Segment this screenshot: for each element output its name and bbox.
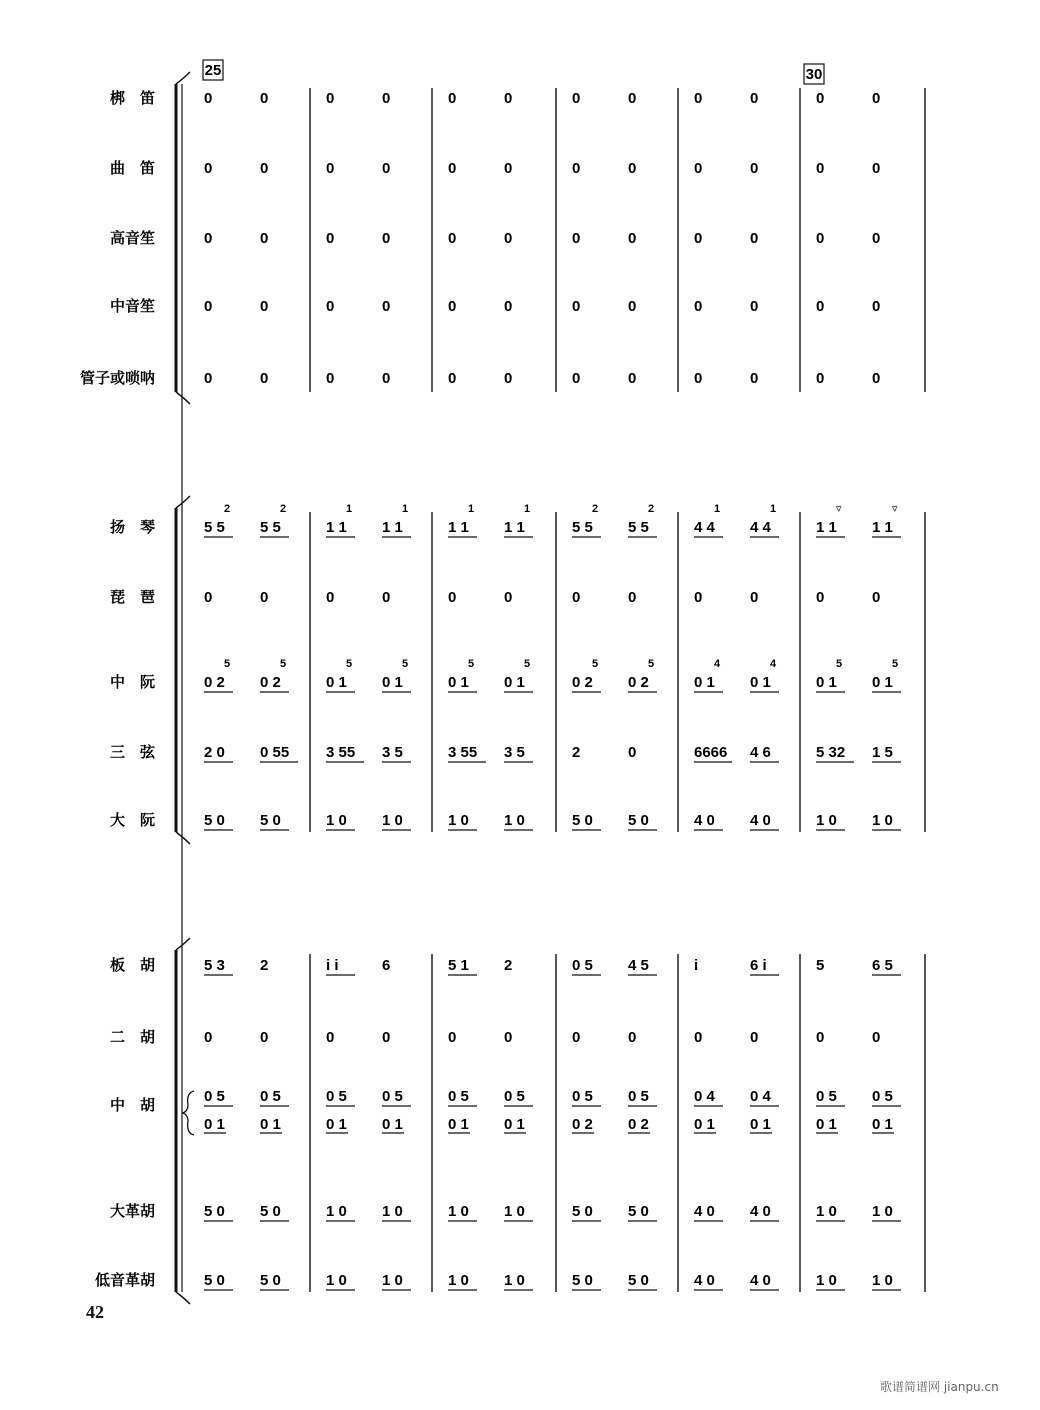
note: 0	[204, 589, 213, 606]
note: 0	[382, 90, 391, 107]
note: 1 0	[504, 1272, 525, 1289]
note: 0	[326, 298, 335, 315]
note: 0 1	[694, 674, 715, 691]
upper-note: 1	[468, 503, 475, 515]
note: 3 5	[504, 744, 525, 761]
note: 0	[204, 298, 213, 315]
note: 0	[260, 230, 269, 247]
note: 0 1	[816, 674, 837, 691]
note: 0	[504, 1029, 513, 1046]
note: 0	[260, 370, 269, 387]
note: 0	[628, 1029, 637, 1046]
upper-note: ▿	[892, 503, 898, 515]
note: 0	[872, 160, 881, 177]
note: i	[694, 957, 699, 974]
note: 5 0	[628, 812, 649, 829]
note: 4 4	[694, 519, 715, 536]
note: 0	[816, 1029, 825, 1046]
note: 5 0	[260, 812, 281, 829]
note: 5 32	[816, 744, 846, 761]
note: 0	[872, 230, 881, 247]
bracket-hook-top	[176, 496, 190, 508]
note: 0	[872, 90, 881, 107]
note: 1 0	[816, 1203, 837, 1220]
instrument-name: 扬 琴	[109, 518, 155, 536]
note: 4 0	[750, 812, 771, 829]
upper-note: 5	[524, 658, 531, 670]
note: 3 55	[448, 744, 478, 761]
note: 0	[382, 589, 391, 606]
note: 0	[204, 230, 213, 247]
note: 5 1	[448, 957, 469, 974]
note: 0	[572, 298, 581, 315]
instrument-name: 低音革胡	[94, 1271, 155, 1289]
note: 0	[260, 160, 269, 177]
note: 4 0	[694, 1203, 715, 1220]
note: 0 55	[260, 744, 290, 761]
lower-note: 0 1	[504, 1116, 525, 1133]
note: 0	[204, 370, 213, 387]
rehearsal-mark-30: 30	[805, 66, 823, 83]
note: 0	[260, 589, 269, 606]
note: 0 2	[204, 674, 225, 691]
upper-note: 2	[224, 503, 231, 515]
note: 1 0	[816, 812, 837, 829]
note: 0 1	[504, 674, 525, 691]
note: 0 5	[872, 1088, 893, 1105]
note: 0 5	[504, 1088, 525, 1105]
upper-note: 1	[524, 503, 531, 515]
note: 0	[504, 90, 513, 107]
note: 0	[504, 230, 513, 247]
note: 0	[750, 589, 759, 606]
note: 1 0	[326, 1272, 347, 1289]
note: 2	[260, 957, 269, 974]
note: 4 0	[750, 1203, 771, 1220]
instrument-name: 中 胡	[109, 1096, 155, 1114]
note: 0 5	[448, 1088, 469, 1105]
note: 3 5	[382, 744, 403, 761]
lower-note: 0 1	[326, 1116, 347, 1133]
note: 1 0	[872, 812, 893, 829]
note: 0 5	[326, 1088, 347, 1105]
note: 0	[448, 160, 457, 177]
note: 0	[448, 90, 457, 107]
upper-note: 1	[770, 503, 777, 515]
note: 1 0	[872, 1203, 893, 1220]
lower-note: 0 2	[572, 1116, 593, 1133]
note: 0 1	[382, 674, 403, 691]
note: 1 1	[816, 519, 837, 536]
note: 0	[750, 230, 759, 247]
note: 5 0	[572, 1272, 593, 1289]
note: 0	[326, 160, 335, 177]
note: 0 5	[572, 1088, 593, 1105]
note: 5 0	[260, 1272, 281, 1289]
note: 0	[816, 160, 825, 177]
lower-note: 0 1	[382, 1116, 403, 1133]
note: 0	[872, 1029, 881, 1046]
instrument-name: 二 胡	[109, 1028, 155, 1046]
note: 1 0	[326, 1203, 347, 1220]
upper-note: 2	[648, 503, 655, 515]
note: 2	[504, 957, 513, 974]
upper-note: ▿	[836, 503, 842, 515]
note: 0	[326, 230, 335, 247]
note: 0	[816, 298, 825, 315]
note: 2	[572, 744, 581, 761]
note: 0	[750, 298, 759, 315]
upper-note: 5	[836, 658, 843, 670]
note: 0	[694, 1029, 703, 1046]
note: 0	[326, 1029, 335, 1046]
note: 0	[750, 160, 759, 177]
note: 0 2	[628, 674, 649, 691]
note: 5 0	[204, 1272, 225, 1289]
instrument-name: 三 弦	[109, 743, 155, 761]
note: 0 4	[750, 1088, 771, 1105]
note: 1 0	[504, 1203, 525, 1220]
bracket-hook-top	[176, 72, 190, 84]
note: 6666	[694, 744, 728, 761]
note: 0	[872, 370, 881, 387]
note: 1 5	[872, 744, 893, 761]
upper-note: 5	[280, 658, 287, 670]
note: 5 5	[628, 519, 649, 536]
note: 0	[816, 370, 825, 387]
bracket-hook-bottom	[176, 1292, 190, 1304]
note: 0	[448, 370, 457, 387]
upper-note: 5	[346, 658, 353, 670]
note: 0 1	[326, 674, 347, 691]
note: 0	[572, 230, 581, 247]
note: 5 5	[572, 519, 593, 536]
note: 0	[326, 90, 335, 107]
note: 0	[872, 298, 881, 315]
lower-note: 0 1	[448, 1116, 469, 1133]
lower-note: 0 1	[816, 1116, 837, 1133]
note: 1 1	[326, 519, 347, 536]
watermark: 歌谱简谱网 jianpu.cn	[880, 1380, 999, 1394]
lower-note: 0 1	[750, 1116, 771, 1133]
note: 5 0	[572, 1203, 593, 1220]
note: 5 0	[204, 812, 225, 829]
note: 6 5	[872, 957, 893, 974]
note: 0	[382, 1029, 391, 1046]
note: 4 0	[750, 1272, 771, 1289]
note: 1 0	[326, 812, 347, 829]
note: 4 0	[694, 812, 715, 829]
note: 0	[504, 160, 513, 177]
note: 6	[382, 957, 391, 974]
note: 0 5	[382, 1088, 403, 1105]
note: 0	[628, 589, 637, 606]
note: 0	[204, 1029, 213, 1046]
note: 0	[448, 230, 457, 247]
note: 0	[750, 370, 759, 387]
note: 1 1	[872, 519, 893, 536]
note: 0	[750, 90, 759, 107]
note: 1 0	[872, 1272, 893, 1289]
note: 1 0	[816, 1272, 837, 1289]
upper-note: 5	[468, 658, 475, 670]
note: 0 1	[872, 674, 893, 691]
note: 3 55	[326, 744, 356, 761]
upper-note: 1	[346, 503, 353, 515]
note: 1 0	[448, 1203, 469, 1220]
upper-note: 1	[402, 503, 409, 515]
note: 0	[572, 160, 581, 177]
note: 0	[504, 370, 513, 387]
note: 0	[448, 298, 457, 315]
note: 0	[382, 298, 391, 315]
note: 0	[326, 589, 335, 606]
note: 0	[448, 1029, 457, 1046]
note: 0	[694, 370, 703, 387]
upper-note: 5	[892, 658, 899, 670]
note: 4 6	[750, 744, 771, 761]
instrument-name: 琵 琶	[109, 588, 155, 606]
note: 5 3	[204, 957, 225, 974]
instrument-name: 板 胡	[109, 956, 155, 974]
bracket-hook-bottom	[176, 392, 190, 404]
note: 0	[448, 589, 457, 606]
upper-note: 4	[770, 658, 777, 670]
note: 0 4	[694, 1088, 715, 1105]
note: 0 1	[750, 674, 771, 691]
upper-note: 1	[714, 503, 721, 515]
instrument-name: 中 阮	[109, 673, 155, 691]
note: 0	[382, 230, 391, 247]
note: 0 2	[572, 674, 593, 691]
note: 0	[694, 230, 703, 247]
instrument-name: 中音笙	[109, 297, 155, 315]
note: i i	[326, 957, 339, 974]
note: 1 1	[448, 519, 469, 536]
note: 4 5	[628, 957, 649, 974]
note: 0 1	[448, 674, 469, 691]
note: 0	[816, 589, 825, 606]
note: 5 0	[628, 1203, 649, 1220]
note: 0	[504, 589, 513, 606]
note: 0	[694, 589, 703, 606]
lower-note: 0 2	[628, 1116, 649, 1133]
note: 5 5	[260, 519, 281, 536]
note: 0	[504, 298, 513, 315]
note: 0	[872, 589, 881, 606]
note: 0 2	[260, 674, 281, 691]
lower-note: 0 1	[694, 1116, 715, 1133]
lower-note: 0 1	[260, 1116, 281, 1133]
note: 1 1	[382, 519, 403, 536]
note: 1 1	[504, 519, 525, 536]
upper-note: 2	[592, 503, 599, 515]
instrument-name: 大 阮	[109, 811, 155, 829]
lower-note: 0 1	[204, 1116, 225, 1133]
note: 4 0	[694, 1272, 715, 1289]
note: 5	[816, 957, 825, 974]
instrument-name: 梆 笛	[109, 89, 155, 107]
note: 0	[694, 298, 703, 315]
note: 0	[628, 160, 637, 177]
note: 0	[572, 90, 581, 107]
note: 0	[382, 160, 391, 177]
note: 5 0	[572, 812, 593, 829]
note: 0	[572, 1029, 581, 1046]
note: 0	[694, 90, 703, 107]
instrument-name: 管子或唢呐	[79, 369, 155, 387]
note: 0	[572, 370, 581, 387]
note: 0	[382, 370, 391, 387]
bracket-hook-top	[176, 938, 190, 950]
upper-note: 5	[648, 658, 655, 670]
bracket-hook-bottom	[176, 832, 190, 844]
note: 0	[628, 744, 637, 761]
note: 1 0	[382, 1203, 403, 1220]
note: 5 0	[628, 1272, 649, 1289]
page-number: 42	[86, 1302, 104, 1322]
upper-note: 2	[280, 503, 287, 515]
note: 0 5	[816, 1088, 837, 1105]
note: 0	[572, 589, 581, 606]
note: 1 0	[504, 812, 525, 829]
note: 1 0	[382, 812, 403, 829]
note: 0	[260, 1029, 269, 1046]
note: 0	[260, 298, 269, 315]
note: 1 0	[382, 1272, 403, 1289]
instrument-name: 大革胡	[109, 1202, 155, 1220]
note: 0	[816, 230, 825, 247]
note: 0	[204, 90, 213, 107]
instrument-name: 曲 笛	[109, 159, 155, 177]
upper-note: 5	[402, 658, 409, 670]
upper-note: 5	[224, 658, 231, 670]
note: 4 4	[750, 519, 771, 536]
note: 0 5	[204, 1088, 225, 1105]
rehearsal-mark-25: 25	[204, 62, 222, 79]
note: 0 5	[628, 1088, 649, 1105]
note: 0	[628, 298, 637, 315]
note: 6 i	[750, 957, 767, 974]
note: 5 0	[204, 1203, 225, 1220]
note: 0 5	[260, 1088, 281, 1105]
voice-brace	[183, 1091, 194, 1135]
note: 0	[204, 160, 213, 177]
note: 0 5	[572, 957, 593, 974]
upper-note: 5	[592, 658, 599, 670]
note: 0	[326, 370, 335, 387]
note: 0	[628, 370, 637, 387]
note: 0	[628, 90, 637, 107]
note: 0	[628, 230, 637, 247]
note: 0	[694, 160, 703, 177]
note: 0	[750, 1029, 759, 1046]
instrument-name: 高音笙	[109, 229, 155, 247]
lower-note: 0 1	[872, 1116, 893, 1133]
note: 0	[260, 90, 269, 107]
upper-note: 4	[714, 658, 721, 670]
note: 5 5	[204, 519, 225, 536]
note: 5 0	[260, 1203, 281, 1220]
note: 0	[816, 90, 825, 107]
note: 1 0	[448, 812, 469, 829]
note: 2 0	[204, 744, 225, 761]
note: 1 0	[448, 1272, 469, 1289]
